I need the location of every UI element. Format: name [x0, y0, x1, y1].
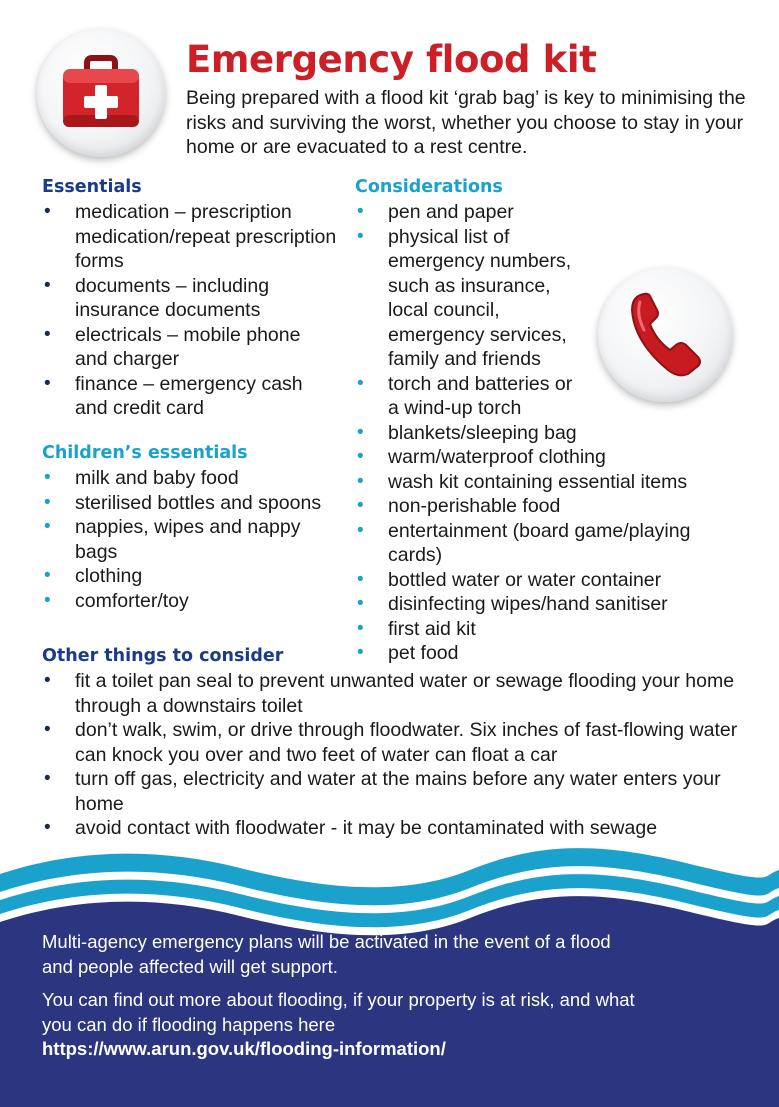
other-list	[42, 669, 742, 841]
list-item: • pen and paper	[355, 200, 715, 225]
essentials-heading: Essentials	[42, 177, 142, 197]
list-item: • entertainment (board game/playing cards)	[355, 519, 710, 568]
footer-more-info-text: You can find out more about flooding, if your property is at risk, and what you can do if flooding happens here	[42, 989, 635, 1035]
list-item: • don’t walk, swim, or drive through floodwater. Six inches of fast-flowing water can knock you over and two feet of water can float a car	[42, 718, 742, 767]
list-item: • milk and baby food	[42, 466, 342, 491]
considerations-list	[355, 200, 715, 666]
list-item: • warm/waterproof clothing	[355, 445, 715, 470]
list-item: • turn off gas, electricity and water at the mains before any water enters your home	[42, 767, 742, 816]
list-item: • sterilised bottles and spoons	[42, 491, 342, 516]
list-item: • bottled water or water container	[355, 568, 715, 593]
list-item: • electricals – mobile phone and charger	[42, 323, 337, 372]
list-item: • documents – including insurance documents	[42, 274, 337, 323]
list-item: • wash kit containing essential items	[355, 470, 715, 495]
first-aid-kit-icon	[37, 29, 165, 157]
childrens-essentials-heading: Children’s essentials	[42, 443, 248, 463]
list-item: • comforter/toy	[42, 589, 342, 614]
list-item: • clothing	[42, 564, 342, 589]
list-item	[355, 225, 715, 372]
list-item: • fit a toilet pan seal to prevent unwanted water or sewage flooding your home through a downstairs toilet	[42, 669, 742, 718]
list-item: • blankets/sleeping bag	[355, 421, 715, 446]
torch-text: • torch and batteries or a wind-up torch	[388, 372, 573, 419]
flooding-info-link[interactable]: https://www.arun.gov.uk/flooding-information/	[42, 1038, 446, 1059]
footer-paragraph	[42, 988, 642, 1062]
list-item: • disinfecting wipes/hand sanitiser	[355, 592, 715, 617]
intro-text: Being prepared with a flood kit ‘grab bag’ is key to minimising the risks and surviving the worst, whether you choose to stay in your home or are evacuated to a rest centre.	[186, 87, 746, 158]
considerations-heading: Considerations	[355, 177, 503, 197]
childrens-essentials-list	[42, 466, 342, 613]
list-item: • medication – prescription medication/repeat prescription forms	[42, 200, 337, 274]
other-heading: Other things to consider	[42, 646, 284, 666]
list-item: • pet food	[355, 641, 715, 666]
page-title: Emergency flood kit	[186, 38, 597, 81]
list-item: • nappies, wipes and nappy bags	[42, 515, 342, 564]
footer-info	[42, 930, 642, 1062]
list-item: • non-perishable food	[355, 494, 715, 519]
list-item: • avoid contact with floodwater - it may be contaminated with sewage	[42, 816, 742, 841]
footer-paragraph: Multi-agency emergency plans will be activated in the event of a flood and people affected will get support.	[42, 931, 611, 977]
list-item	[355, 372, 715, 421]
list-item: • first aid kit	[355, 617, 715, 642]
emergency-numbers-text: • physical list of emergency numbers, such as insurance, local council, emergency services, family and friends	[388, 225, 572, 370]
essentials-list	[42, 200, 337, 421]
list-item: • finance – emergency cash and credit card	[42, 372, 337, 421]
